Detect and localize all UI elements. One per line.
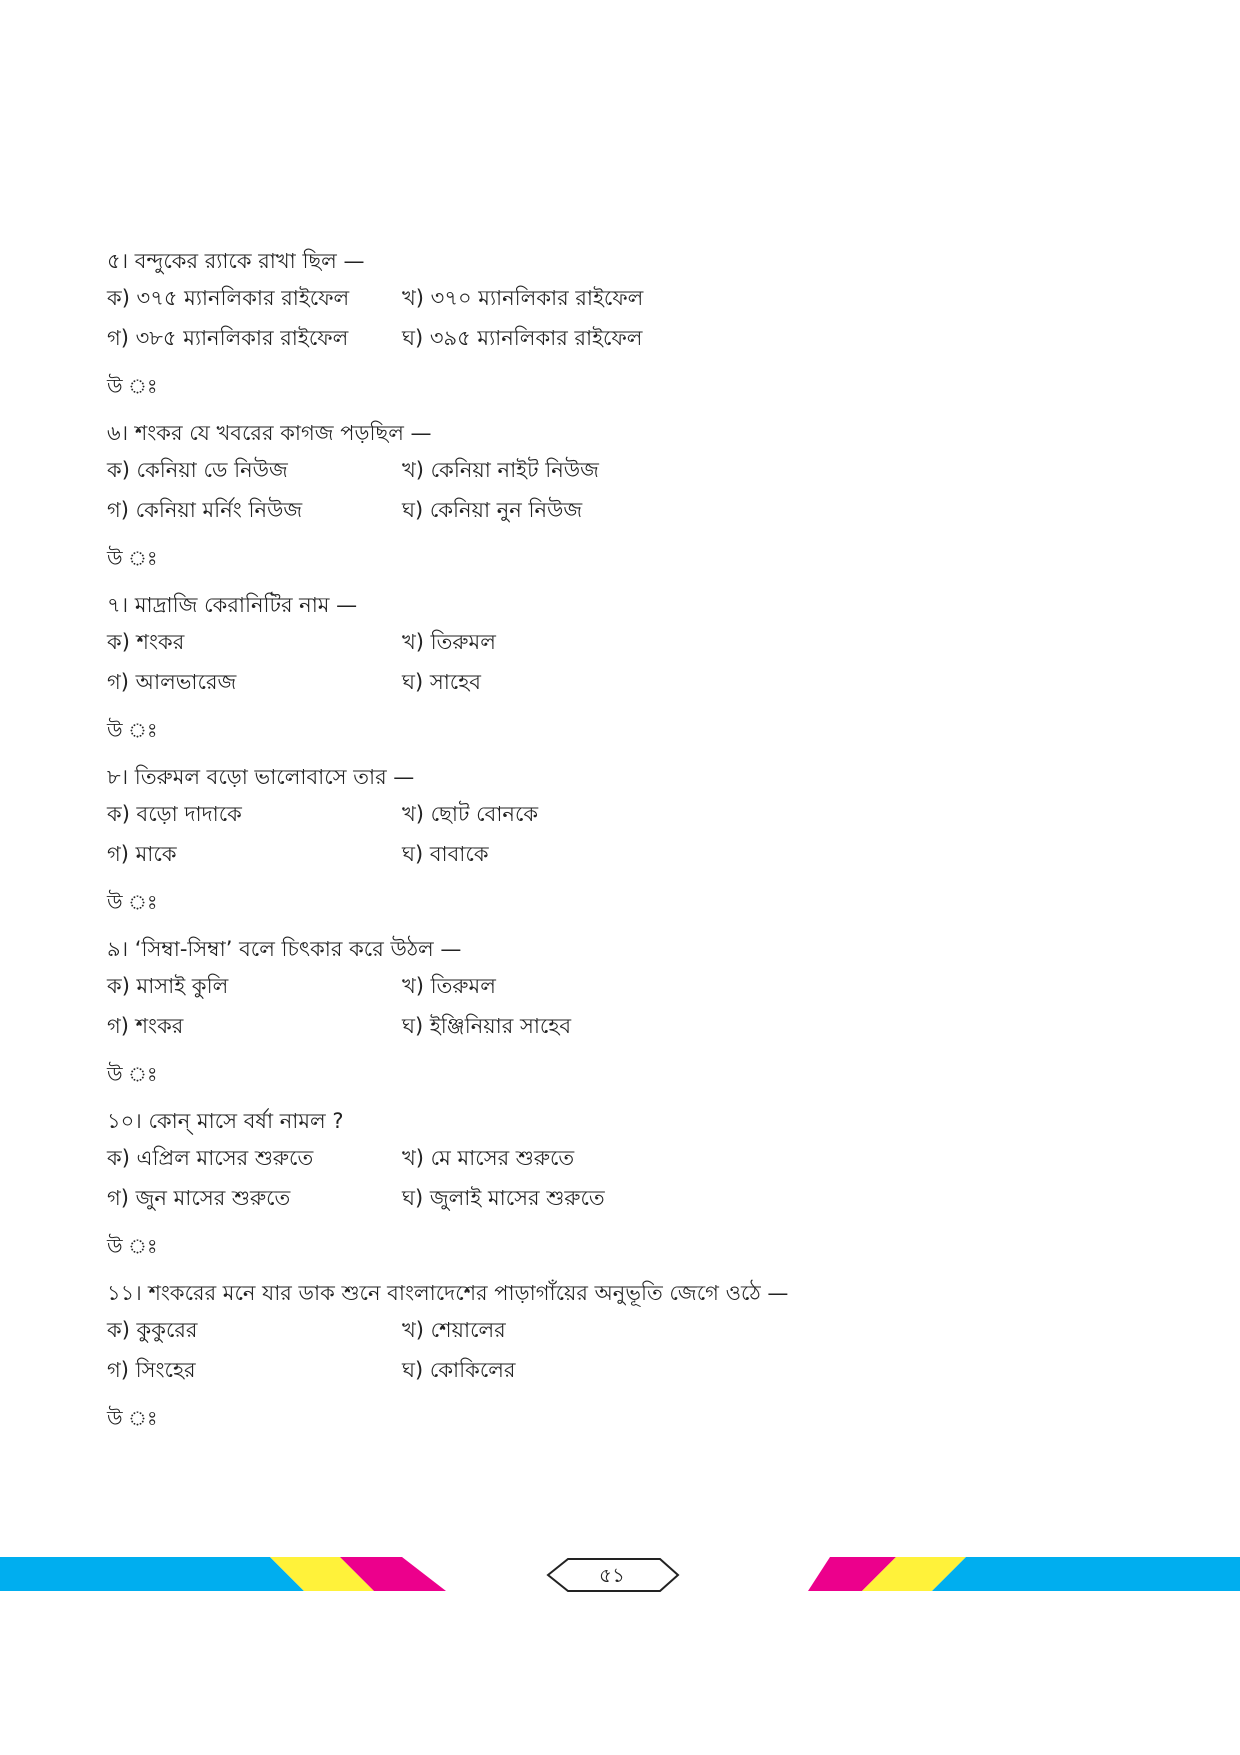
option-gha: ঘ) কেনিয়া নুন নিউজ (402, 498, 583, 522)
option-kha: খ) কেনিয়া নাইট নিউজ (402, 458, 599, 482)
option-row (107, 1006, 1147, 1046)
question-11 (107, 1276, 1147, 1440)
option-gha: ঘ) বাবাকে (402, 842, 489, 866)
answer-label: উ ঃ (107, 546, 158, 570)
option-ka: ক) এপ্রিল মাসের শুরুতে (107, 1146, 314, 1170)
answer-label: উ ঃ (107, 718, 158, 742)
option-ga: গ) শংকর (107, 1014, 184, 1038)
question-10 (107, 1104, 1147, 1268)
option-gha: ঘ) ইঞ্জিনিয়ার সাহেব (402, 1014, 572, 1038)
option-row (107, 662, 1147, 702)
answer-label: উ ঃ (107, 1234, 158, 1258)
option-kha: খ) মে মাসের শুরুতে (402, 1146, 575, 1170)
question-8 (107, 760, 1147, 924)
option-ka: ক) কেনিয়া ডে নিউজ (107, 458, 288, 482)
option-row (107, 318, 1147, 358)
question-9 (107, 932, 1147, 1096)
question-title: ৬। শংকর যে খবরের কাগজ পড়ছিল — (107, 421, 432, 445)
footer-band (0, 1555, 1240, 1595)
option-row (107, 1178, 1147, 1218)
option-ka: ক) মাসাই কুলি (107, 974, 229, 998)
question-title: ১১। শংকরের মনে যার ডাক শুনে বাংলাদেশের পাড়াগাঁয়ের অনুভূতি জেগে ওঠে — (107, 1281, 789, 1305)
option-ga: গ) সিংহের (107, 1358, 196, 1382)
option-ga: গ) ৩৮৫ ম্যানলিকার রাইফেল (107, 326, 349, 350)
answer-label: উ ঃ (107, 1062, 158, 1086)
right-blue-stripe (932, 1557, 1240, 1591)
option-row (107, 1310, 1147, 1350)
option-gha: ঘ) সাহেব (402, 670, 481, 694)
answer-label: উ ঃ (107, 374, 158, 398)
option-row (107, 622, 1147, 662)
option-gha: ঘ) কোকিলের (402, 1358, 516, 1382)
option-ka: ক) শংকর (107, 630, 185, 654)
page-number: ৫১ (599, 1563, 625, 1587)
left-blue-stripe (0, 1557, 304, 1591)
option-kha: খ) ছোট বোনকে (402, 802, 539, 826)
footer-graphic (0, 1555, 1240, 1595)
option-kha: খ) তিরুমল (402, 630, 496, 654)
option-row (107, 278, 1147, 318)
option-ga: গ) আলভারেজ (107, 670, 237, 694)
option-row (107, 1138, 1147, 1178)
option-kha: খ) ৩৭০ ম্যানলিকার রাইফেল (402, 286, 644, 310)
option-row (107, 1350, 1147, 1390)
question-list (107, 244, 1147, 1448)
question-6 (107, 416, 1147, 580)
option-ga: গ) জুন মাসের শুরুতে (107, 1186, 291, 1210)
option-ka: ক) ৩৭৫ ম্যানলিকার রাইফেল (107, 286, 350, 310)
question-5 (107, 244, 1147, 408)
option-kha: খ) তিরুমল (402, 974, 496, 998)
question-title: ৫। বন্দুকের র‍্যাকে রাখা ছিল — (107, 249, 365, 273)
option-gha: ঘ) ৩৯৫ ম্যানলিকার রাইফেল (402, 326, 643, 350)
option-ka: ক) কুকুরের (107, 1318, 198, 1342)
option-row (107, 490, 1147, 530)
question-7 (107, 588, 1147, 752)
answer-label: উ ঃ (107, 1406, 158, 1430)
option-ga: গ) মাকে (107, 842, 177, 866)
option-kha: খ) শেয়ালের (402, 1318, 506, 1342)
option-row (107, 834, 1147, 874)
answer-label: উ ঃ (107, 890, 158, 914)
question-title: ১০। কোন্ মাসে বর্ষা নামল ? (107, 1109, 344, 1133)
question-title: ৯। ‘সিম্বা-সিম্বা’ বলে চিৎকার করে উঠল — (107, 937, 462, 961)
option-ga: গ) কেনিয়া মর্নিং নিউজ (107, 498, 303, 522)
option-gha: ঘ) জুলাই মাসের শুরুতে (402, 1186, 605, 1210)
option-row (107, 794, 1147, 834)
option-row (107, 450, 1147, 490)
question-title: ৭। মাদ্রাজি কেরানিটির নাম — (107, 593, 358, 617)
question-title: ৮। তিরুমল বড়ো ভালোবাসে তার — (107, 765, 415, 789)
option-ka: ক) বড়ো দাদাকে (107, 802, 242, 826)
option-row (107, 966, 1147, 1006)
